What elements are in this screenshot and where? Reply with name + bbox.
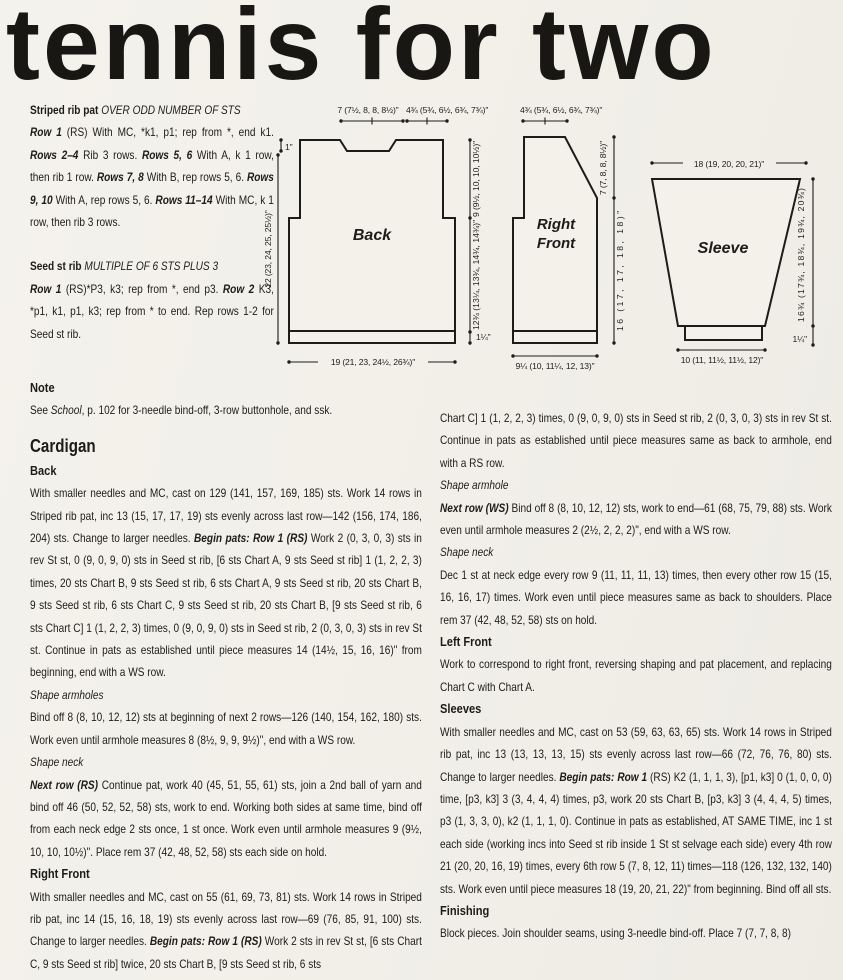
right-front-dim-front: 16 (17, 17, 18, 18)" — [615, 211, 625, 331]
sleeve-label: Sleeve — [697, 240, 749, 257]
shape-armhole-instructions-front: Next row (WS) Bind off 8 (8, 10, 12, 12) sts, work to end—61 (68, 75, 79, 88) sts. Work even until armhole measures 2 (2½, 2, 2, 2)", end with a WS row. — [440, 500, 832, 538]
right-front-dim-neck: 7 (7, 8, 8, 8½)" — [598, 141, 608, 195]
stitch-patterns-block — [30, 99, 274, 345]
shape-neck-instructions-back: Next row (RS) Continue pat, work 40 (45, 51, 55, 61) sts, join a 2nd ball of yarn and bind off 46 (50, 52, 52, 58) sts, work to end. Working both sides at same time, bind off from each neck edge 2 sts once, 1 st once. Work even until armhole measures 9 (9½, 10, 10, 10½)". Place rem 37 (42, 48, 52, 58) sts each side on hold. — [30, 777, 422, 859]
back-dim-neck-width: 7 (7½, 8, 8, 8½)" — [337, 105, 399, 115]
sleeve-dim-length: 16¾ (17¾, 18¾, 19¾, 20¾)" — [796, 184, 806, 322]
right-front-heading: Right Front — [30, 866, 90, 882]
back-dim-shoulder: 4¾ (5¾, 6½, 6¾, 7¾)" — [406, 105, 489, 115]
sleeve-dim-width: 10 (11, 11½, 11½, 12)" — [680, 355, 764, 365]
right-front-schematic — [511, 105, 625, 371]
back-instructions: With smaller needles and MC, cast on 129 (141, 157, 169, 185) sts. Work 14 rows in Striped rib pat, inc 13 (15, 17, 17, 19) sts evenly across last row—142 (156, 174, 186, 204) sts. Change to larger needles. Begin pats: Row 1 (RS) Work 2 (0, 3, 0, 3) sts in rev St st, 0 (9, 0, 9, 0) sts in Seed st rib, [6 sts Chart A, 9 sts Seed st rib] 1 (1, 2, 2, 3) times, 20 sts Chart B, 9 sts Seed st rib, 6 sts Chart A, 9 sts Seed st rib, 20 sts Chart B, 9 sts Seed st rib, 6 sts Chart C, 9 sts Seed st rib, 20 sts Chart B, [9 sts Seed st rib, 6 sts Chart C] 1 (1, 2, 2, 3) times, 0 (9, 0, 9, 0) sts in Seed st rib, 2 (0, 3, 0, 3) sts in rev St st. Continue in pats as established until piece measures 14 (14½, 15, 16, 16)" from beginning, end with a WS row. — [30, 486, 422, 680]
seed-rib-heading: Seed st rib MULTIPLE OF 6 STS PLUS 3 — [30, 259, 219, 274]
back-label: Back — [352, 227, 392, 244]
back-dim-armhole: 9 (9½, 10, 10, 10½)" — [471, 141, 481, 217]
seed-rib-instructions: Row 1 (RS)*P3, k3; rep from *, end p3. Row 2 K3, *p1, k1, p1, k3; rep from * to end. Rep rows 1-2 for Seed st rib. — [30, 281, 274, 341]
left-column — [30, 377, 422, 975]
back-dim-body: 12¾ (13¼, 13¾, 14¾, 14¾)" — [471, 220, 481, 330]
shape-neck-heading-back: Shape neck — [30, 755, 84, 770]
finishing-heading: Finishing — [440, 902, 490, 918]
sleeve-outline — [652, 179, 800, 340]
shape-armholes-heading: Shape armholes — [30, 687, 104, 702]
back-schematic — [263, 105, 491, 367]
back-dim-width: 19 (21, 23, 24½, 26¾)" — [330, 357, 416, 367]
sleeve-dim-top: 18 (19, 20, 20, 21)" — [693, 159, 765, 169]
right-front-label: Right — [536, 216, 576, 233]
right-front-instructions-continued: Chart C] 1 (1, 2, 2, 3) times, 0 (9, 0, 9, 0) sts in Seed st rib, 2 (0, 3, 0, 3) sts in rev St st. Continue in pats as established until piece measures same as back to armhole, end with a RS row. — [440, 411, 832, 470]
back-dim-rib: 1¼" — [476, 332, 491, 342]
right-front-instructions: With smaller needles and MC, cast on 55 (61, 69, 73, 81) sts. Work 14 rows in Striped rib pat, inc 14 (15, 16, 18, 19) sts evenly across last row—69 (76, 85, 91, 100) sts. Change to larger needles. Begin pats: Row 1 (RS) Work 2 sts in rev St st, [6 sts Chart C, 9 sts Seed st rib] twice, 20 sts Chart B, [9 sts Seed st rib, 6 sts — [30, 889, 422, 971]
shape-neck-heading-front: Shape neck — [440, 545, 494, 560]
note-text: See School, p. 102 for 3-needle bind-off, 3-row buttonhole, and ssk. — [30, 403, 333, 418]
schematics-diagram — [258, 93, 843, 390]
left-front-instructions: Work to correspond to right front, reversing shaping and pat placement, and replacing Chart C with Chart A. — [440, 657, 832, 694]
back-heading: Back — [30, 462, 57, 478]
sleeves-instructions: With smaller needles and MC, cast on 53 (59, 63, 63, 65) sts. Work 14 rows in Striped rib pat, inc 13 (13, 13, 13, 15) sts evenly across last row—66 (72, 76, 76, 80) sts. Change to larger needles. Begin pats: Row 1 (RS) K2 (1, 1, 1, 3), [p1, k3] 0 (1, 0, 0, 0) time, [p3, k3] 3 (3, 4, 4, 4) times, p3, work 20 sts Chart B, [p3, k3] 3 (4, 4, 4, 5) times, p3 (1, 3, 3, 0), k2 (1, 1, 1, 0). Continue in pats as established, AT SAME TIME, inc 1 st each side (working incs into Seed st rib inside 1 St st selvage each side) every 4th row 21 (20, 20, 16, 19) times, every 6th row 5 (7, 8, 12, 11) times—118 (126, 132, 132, 140) sts. Work even until piece measures 18 (19, 20, 21, 22)" from beginning. Bind off all sts. — [440, 724, 832, 896]
striped-rib-instructions: Row 1 (RS) With MC, *k1, p1; rep from *, end k1. Rows 2–4 Rib 3 rows. Rows 5, 6 With A, k 1 row, then rib 1 row. Rows 7, 8 With B, rep rows 5, 6. Rows 9, 10 With A, rep rows 5, 6. Rows 11–14 With MC, k 1 row, then rib 3 rows. — [30, 125, 274, 230]
finishing-instructions: Block pieces. Join shoulder seams, using 3-needle bind-off. Place 7 (7, 7, 8, 8) — [440, 926, 791, 941]
shape-armhole-heading-front: Shape armhole — [440, 478, 509, 493]
striped-rib-heading: Striped rib pat OVER ODD NUMBER OF STS — [30, 103, 241, 117]
shape-neck-instructions-front: Dec 1 st at neck edge every row 9 (11, 11, 11, 13) times, then every other row 15 (15, 16, 16, 17) times. Work even until piece measures same as back to shoulders. Place rem 37 (42, 48, 52, 58) sts on hold. — [440, 567, 832, 627]
left-front-heading: Left Front — [440, 634, 492, 650]
sleeve-dim-rib: 1¼" — [792, 334, 807, 344]
page-title: tennis for two — [6, 0, 717, 101]
right-front-label-2: Front — [536, 235, 576, 252]
sleeves-heading: Sleeves — [440, 701, 482, 717]
shape-armholes-instructions: Bind off 8 (8, 10, 12, 12) sts at beginning of next 2 rows—126 (140, 154, 162, 180) sts. Work even until armhole measures 8 (8½, 9, 9, 9½)", end with a WS row. — [30, 710, 422, 747]
back-dim-length: 22 (23, 24, 25, 25½)" — [263, 210, 273, 288]
back-dim-neck-depth: 1" — [285, 142, 293, 152]
right-column — [440, 407, 832, 945]
note-heading: Note — [30, 380, 55, 395]
right-front-dim-width: 9¼ (10, 11¼, 12, 13)" — [515, 361, 595, 371]
right-front-dim-shoulder: 4¾ (5¾, 6½, 6¾, 7¾)" — [520, 105, 603, 115]
cardigan-heading: Cardigan — [30, 435, 96, 456]
sleeve-schematic — [650, 159, 814, 365]
